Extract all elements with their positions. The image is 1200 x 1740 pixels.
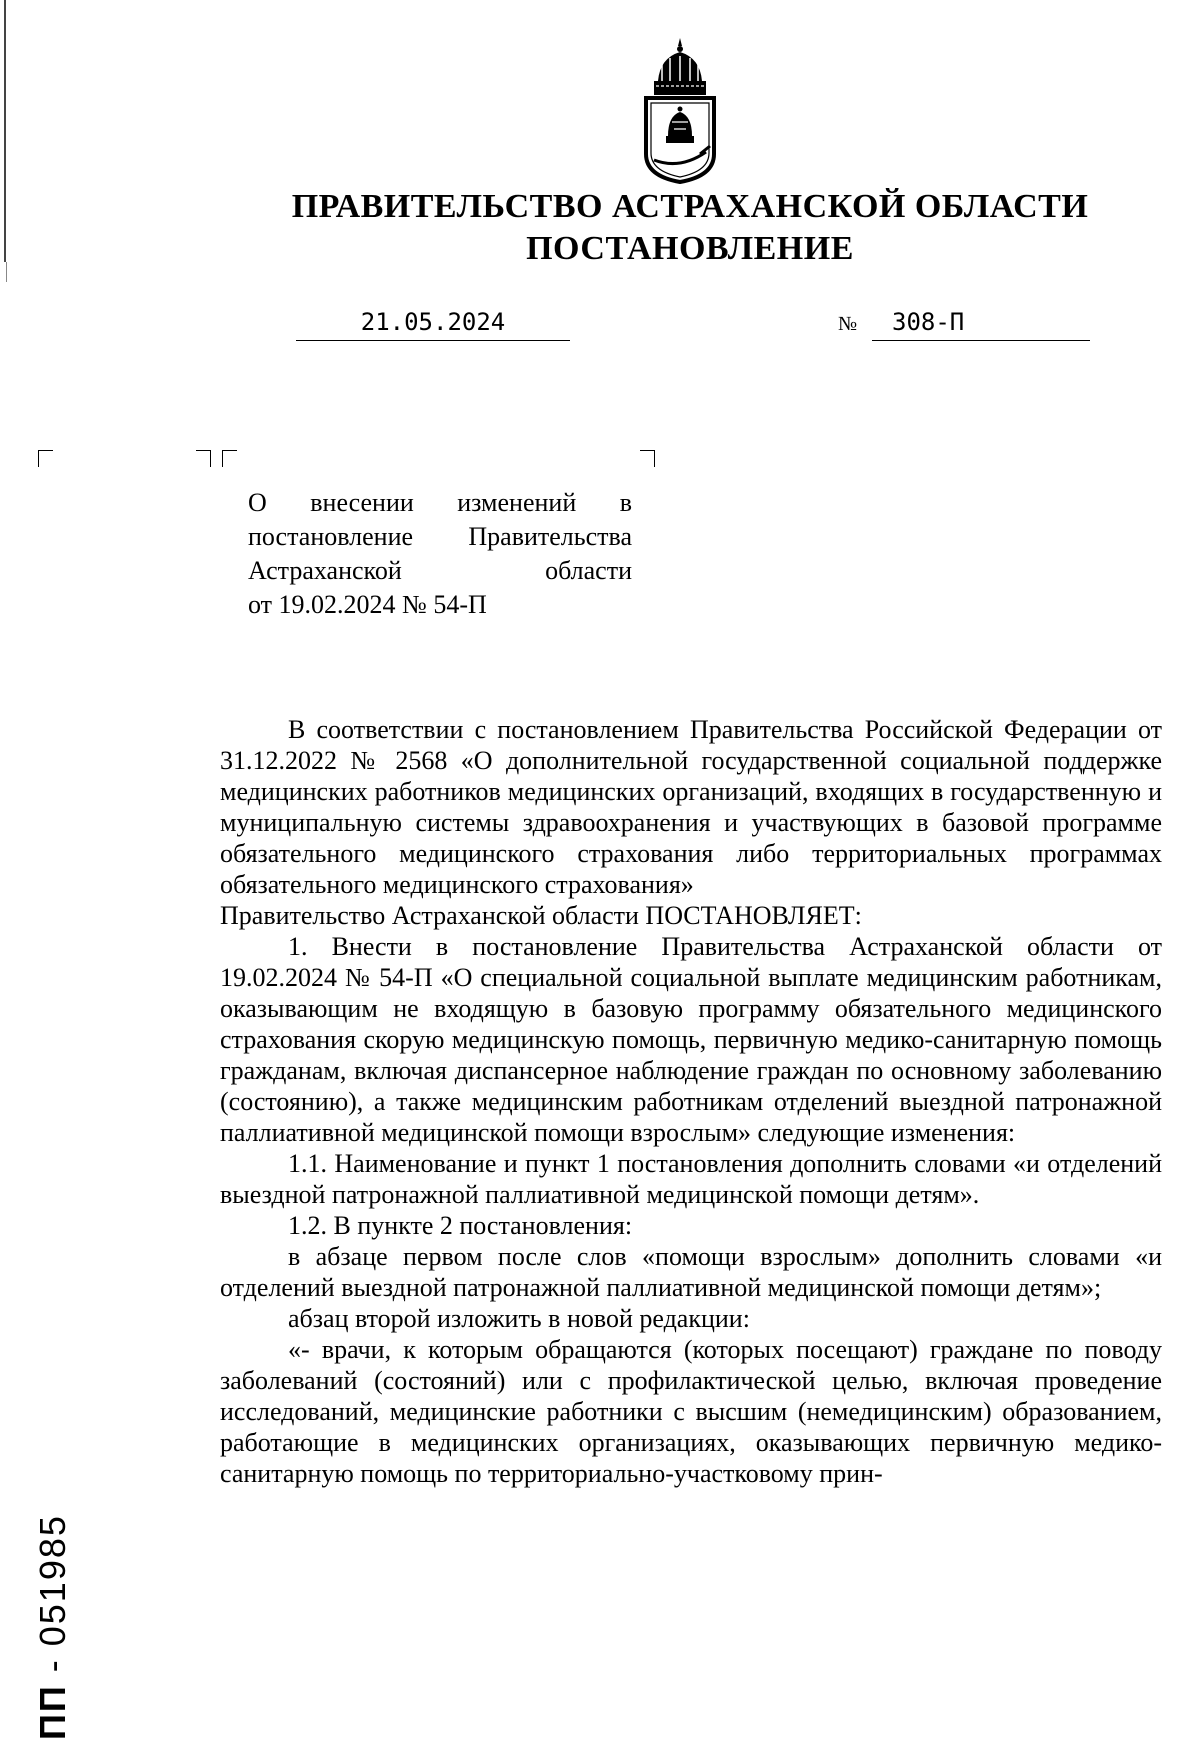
document-subject: [248, 486, 632, 622]
document-number: 308-П: [872, 304, 1090, 341]
preamble-paragraph: В соответствии с постановлением Правительства Российской Федерации от 31.12.2022 № 2568 «О дополнительной государственной социальной поддержке медицинских работников медицинских организаций, входящих в государственную и муниципальную системы здравоохранения и участвующих в базовой программе обязательного медицинского страхования либо территориальных программах обязательного медицинского страхования»: [220, 715, 1162, 899]
stamp-series: ПП: [32, 1684, 73, 1740]
subject-bracket-right: [640, 450, 655, 467]
stamp-separator: -: [32, 1646, 73, 1685]
registration-stamp: [32, 1514, 74, 1740]
document-type-title: ПОСТАНОВЛЕНИЕ: [526, 230, 854, 267]
government-title: ПРАВИТЕЛЬСТВО АСТРАХАНСКОЙ ОБЛАСТИ: [291, 188, 1089, 225]
item-1-2: 1.2. В пункте 2 постановления:: [288, 1211, 633, 1240]
subject-bracket-left-close: [196, 450, 211, 467]
item-1-2-paragraph: «- врачи, к которым обращаются (которых посещают) граждане по поводу заболеваний (состояний) или с профилактической целью, включая проведение исследований, медицинские работники с высшим (немедицинским) образованием, работающие в медицинских организациях, оказывающих первичную медико-санитарную помощь по территориально-участковому прин-: [220, 1335, 1162, 1488]
subject-bracket-left-open: [222, 450, 237, 467]
coat-of-arms-emblem: [640, 36, 720, 186]
document-body: [220, 714, 1162, 1489]
subject-line: постановление Правительства: [248, 522, 632, 551]
item-1: 1. Внести в постановление Правительства Астраханской области от 19.02.2024 № 54-П «О специальной социальной выплате медицинским работникам, оказывающим не входящую в базовую программу обязательного медицинского страхования скорую медицинскую помощь, первичную медико-санитарную помощь гражданам, включая диспансерное наблюдение граждан по основному заболеванию (состоянию), а также медицинским работникам отделений выездной патронажной паллиативной медицинской помощи взрослым» следующие изменения:: [220, 932, 1162, 1147]
item-1-2-paragraph: абзац второй изложить в новой редакции:: [288, 1304, 750, 1333]
resolution-clause: Правительство Астраханской области ПОСТАНОВЛЯЕТ:: [220, 901, 862, 930]
margin-corner-mark: [38, 450, 53, 467]
item-1-1: 1.1. Наименование и пункт 1 постановления дополнить словами «и отделений выездной патронажной паллиативной медицинской помощи детям».: [220, 1149, 1162, 1209]
item-1-2-paragraph: в абзаце первом после слов «помощи взрослым» дополнить словами «и отделений выездной патронажной паллиативной медицинской помощи детям»;: [220, 1242, 1162, 1302]
subject-line: О внесении изменений в: [248, 488, 632, 517]
subject-line: Астраханской области: [248, 556, 632, 585]
stamp-number: 051985: [32, 1514, 73, 1647]
document-date: 21.05.2024: [296, 304, 570, 341]
subject-line: от 19.02.2024 № 54-П: [248, 590, 487, 619]
number-sign: №: [838, 313, 858, 335]
